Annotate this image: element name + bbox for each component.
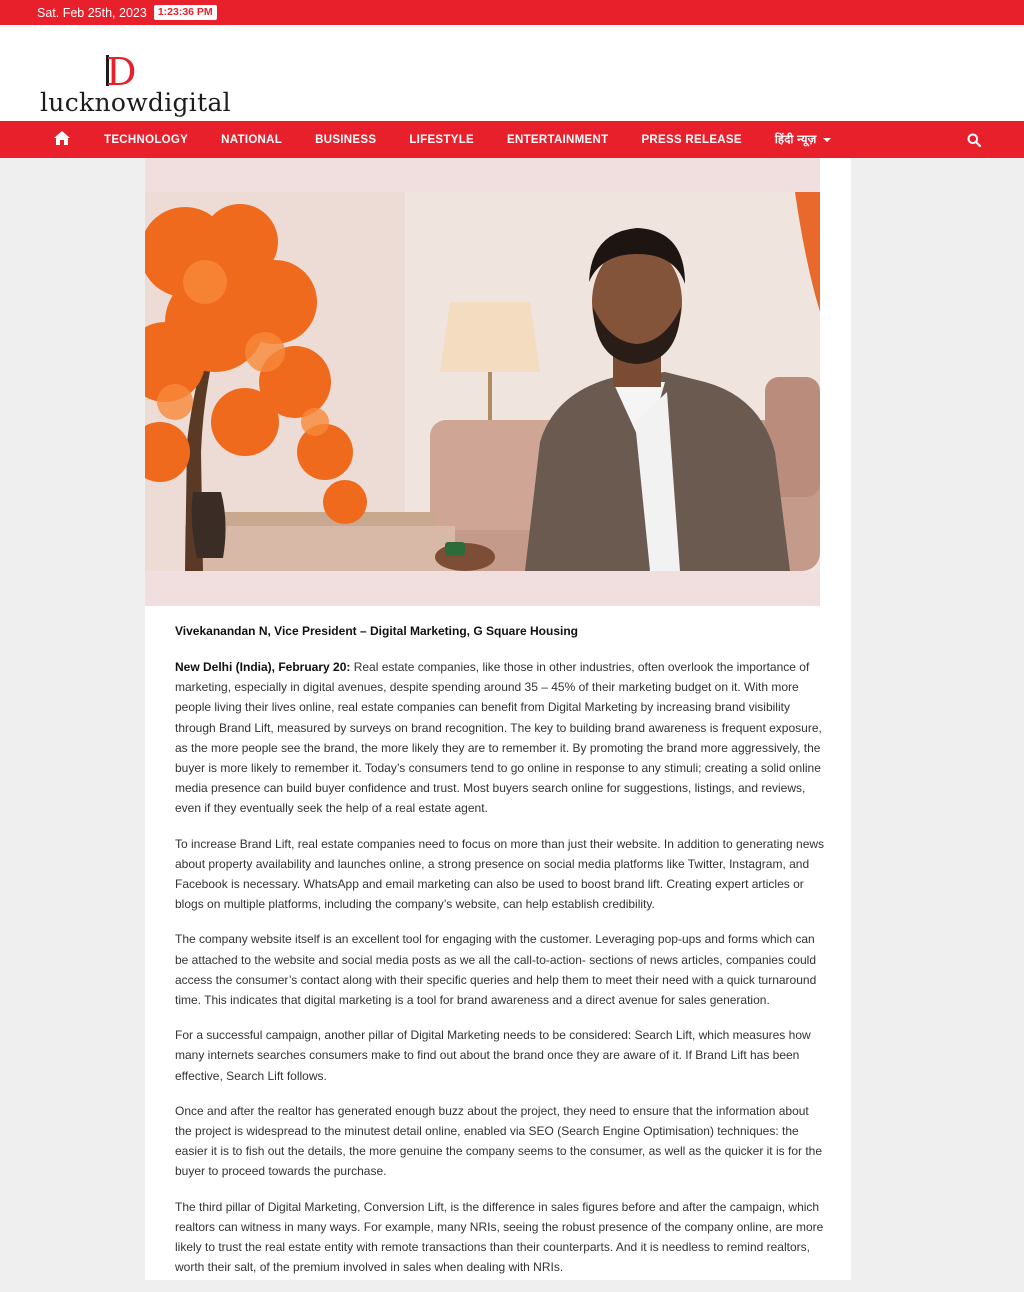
article-body	[175, 621, 825, 1292]
nav-item-entertainment[interactable]	[507, 134, 608, 146]
article-paragraph: Once and after the realtor has generated enough buzz about the project, they need to ensure that the information about the project is widespread to the minutest detail online, enabled via SEO (Search Engine Optimisation) techniques: the easier it is to fish out the details, the more genuine the company seems to the consumer, as well as the quicker it is for the buyer to proceed towards the purchase.	[175, 1103, 822, 1179]
nav-item-label: PRESS RELEASE	[641, 133, 742, 146]
nav-item-label: हिंदी न्यूज़	[774, 134, 817, 146]
nav-item-label: ENTERTAINMENT	[507, 133, 609, 146]
top-bar	[0, 0, 1024, 25]
current-date: Sat. Feb 25th, 2023	[37, 5, 147, 20]
article-paragraph: To increase Brand Lift, real estate companies need to focus on more than just their website. In addition to generating news about property availability and launches online, a strong presence on social media platforms like Twitter, Instagram, and Facebook is necessary. WhatsApp and email marketing can also be used to boost brand lift. Creating expert articles or blogs on multiple platforms, including the company’s website, can help establish credibility.	[175, 836, 825, 912]
current-time-badge: 1:23:36 PM	[154, 5, 217, 20]
nav-item-technology[interactable]	[104, 134, 188, 146]
nav-item-lifestyle[interactable]	[409, 134, 474, 146]
nav-items	[104, 121, 864, 158]
home-icon[interactable]	[53, 129, 71, 147]
logo-mark: D	[106, 50, 137, 94]
nav-item-label: LIFESTYLE	[409, 133, 474, 146]
site-logo[interactable]	[40, 50, 231, 119]
article-paragraph: The third pillar of Digital Marketing, Conversion Lift, is the difference in sales figures before and after the campaign, which realtors can witness in many ways. For example, many NRIs, seeing the robust presence of the company online, are more likely to trust the real estate entity with remote transactions than their counterparts. And it is needless to remind realtors, worth their salt, of the premium involved in sales when dealing with NRIs.	[175, 1199, 824, 1275]
article-paragraph	[175, 657, 825, 819]
nav-item-press-release[interactable]	[641, 134, 741, 146]
article-paragraph: The company website itself is an excellent tool for engaging with the customer. Leveraging pop-ups and forms which can be attached to the website and social media posts as we all the call-to-action- sections of news articles, companies could access the consumer’s contact along with their specific queries and help them to meet their need with a quick turnaround time. This indicates that digital marketing is a tool for brand awareness and a direct avenue for sales generation.	[175, 932, 817, 1008]
chevron-down-icon	[823, 138, 831, 142]
nav-item-hindi-news[interactable]	[775, 132, 831, 147]
featured-image-frame	[145, 158, 820, 606]
main-navigation	[0, 121, 1024, 158]
nav-item-label: NATIONAL	[221, 133, 283, 146]
featured-photo	[145, 192, 820, 571]
site-header	[0, 25, 1024, 121]
search-icon[interactable]	[967, 133, 981, 147]
image-caption: Vivekanandan N, Vice President – Digital Marketing, G Square Housing	[175, 624, 579, 638]
article-card	[145, 158, 851, 1280]
nav-item-national[interactable]	[221, 134, 282, 146]
nav-item-business[interactable]	[315, 134, 376, 146]
featured-photo-illustration	[145, 192, 820, 571]
article-paragraph: For a successful campaign, another pillar of Digital Marketing needs to be considered: Search Lift, which measures how many internets searches consumers make to find out about the brand once they are aware of it. If Brand Lift has been effective, Search Lift follows.	[175, 1028, 811, 1083]
dateline: New Delhi (India), February 20:	[175, 660, 351, 674]
nav-item-label: TECHNOLOGY	[104, 133, 189, 146]
nav-item-label: BUSINESS	[315, 133, 377, 146]
paragraph-text: Real estate companies, like those in other industries, often overlook the importance of marketing, especially in digital avenues, despite spending around 35 – 45% of their marketing budget on it. With more people living their lives online, real estate companies can benefit from Digital Marketing by increasing brand visibility through Brand Lift, measured by surveys on brand recognition. The key to building brand awareness is frequent exposure, as the more people see the brand, the more likely they are to remember it. By promoting the brand more aggressively, the buyer is more likely to remember it. Today’s consumers tend to go online in response to any stimuli; creating a solid online media presence can build buyer confidence and trust. Most buyers search online for suggestions, listings, and reviews, even if they eventually seek the help of a real estate agent.	[175, 660, 822, 816]
logo-text: lucknowdigital	[40, 88, 231, 117]
